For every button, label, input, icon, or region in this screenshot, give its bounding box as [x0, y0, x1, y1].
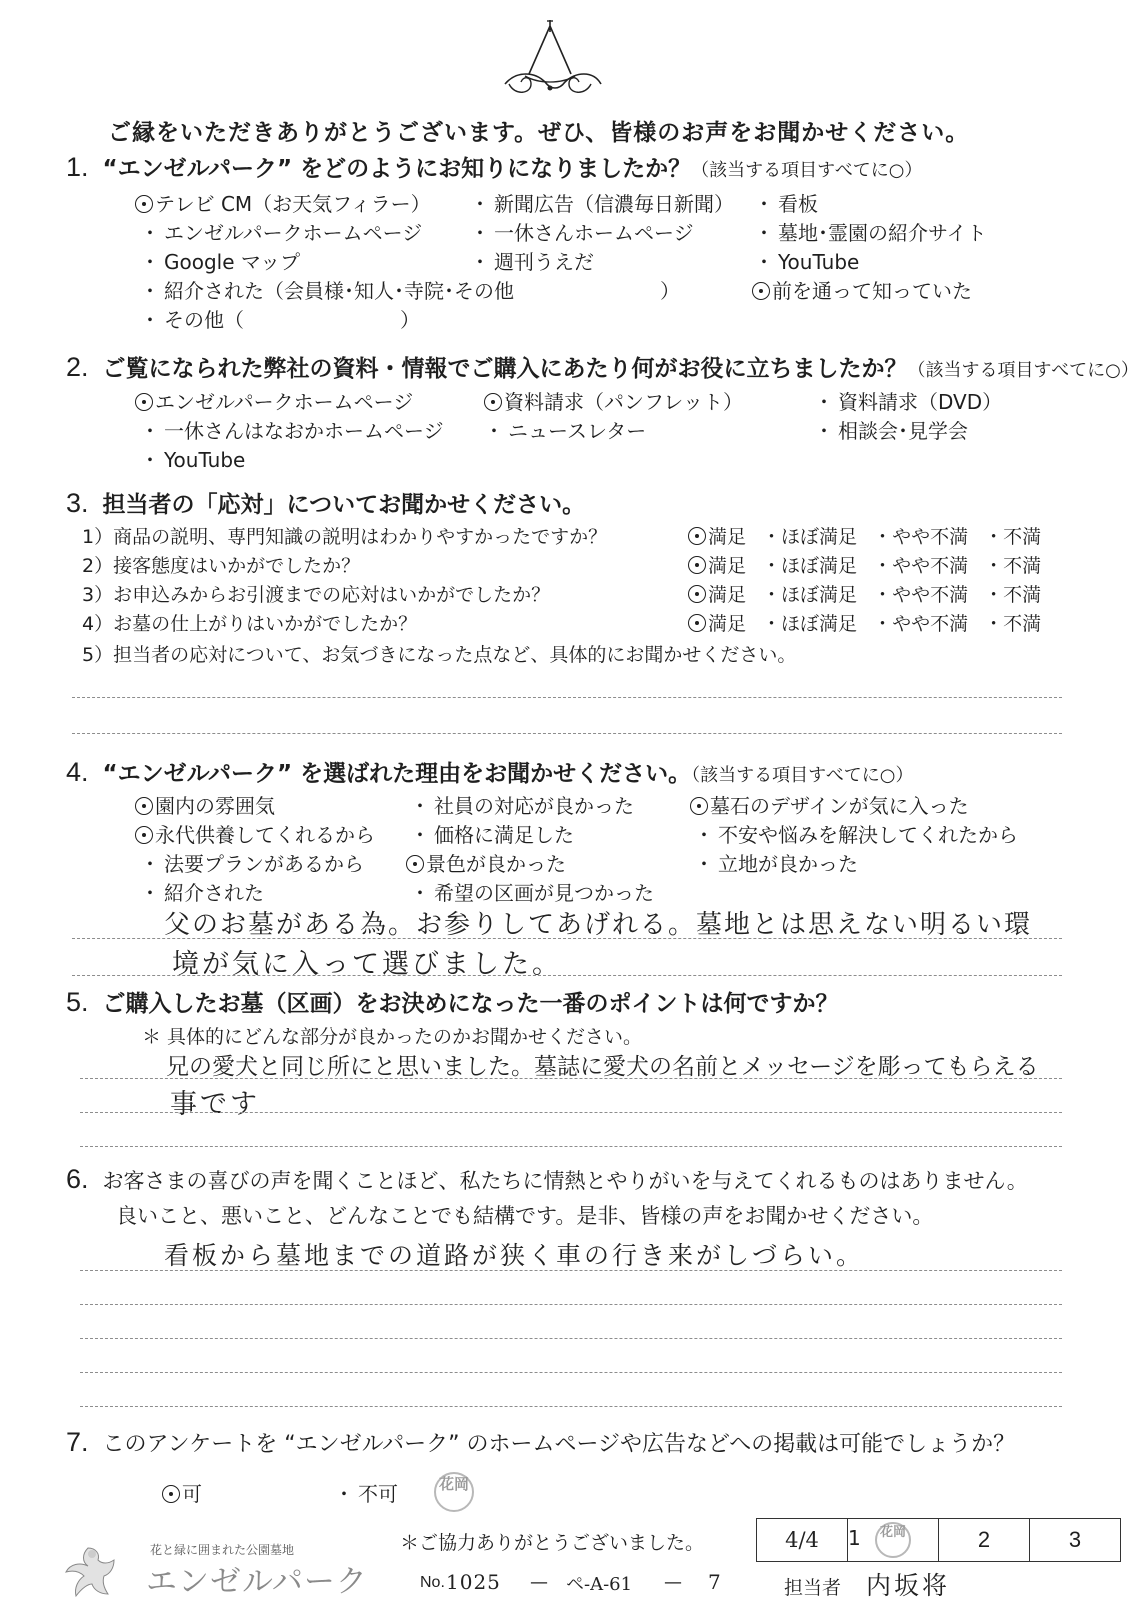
answer-line	[80, 1146, 1062, 1147]
answer-line	[72, 975, 1062, 976]
box-cell-2: 2	[938, 1519, 1029, 1561]
q3-rating-1[interactable]: 満足 ・ほぼ満足 ・やや不満 ・不満	[688, 522, 1041, 549]
q4-option-plot-found[interactable]: ・ 希望の区画が見つかった	[410, 881, 654, 905]
tally-box	[756, 1518, 1121, 1562]
answer-line	[80, 1406, 1062, 1407]
checked-circle-icon	[752, 282, 770, 300]
checked-circle-icon	[135, 393, 153, 411]
q1-option-homepage[interactable]: ・ エンゼルパークホームページ	[140, 221, 423, 245]
q2-option-dvd[interactable]: ・ 資料請求（DVD）	[814, 390, 1003, 414]
answer-line	[80, 1304, 1062, 1305]
q1-option-newspaper[interactable]: ・ 新聞広告（信濃毎日新聞）	[470, 192, 734, 216]
q4-option-referred[interactable]: ・ 紹介された	[140, 881, 264, 905]
q1-number: 1.	[66, 152, 89, 182]
answer-line	[80, 1078, 1062, 1079]
q1-option-other[interactable]: ・ その他（	[140, 308, 244, 332]
answer-line	[80, 1270, 1062, 1271]
q4-option-scenery[interactable]: 景色が良かった	[406, 848, 566, 877]
thanks-text: ＊ご協力ありがとうございました。	[400, 1532, 705, 1554]
q7-number: 7.	[66, 1427, 89, 1457]
q5-handwritten-line-2: 事です	[170, 1089, 260, 1120]
logo-text: エンゼルパーク	[146, 1564, 368, 1599]
q4-option-design[interactable]: 墓石のデザインが気に入った	[690, 790, 969, 819]
q5-subprompt: ＊ 具体的にどんな部分が良かったのかお聞かせください。	[142, 1026, 643, 1048]
plot-code: ペ-A-61	[566, 1574, 633, 1595]
q7-option-no[interactable]: ・ 不可	[334, 1482, 398, 1506]
number-value: 1025	[446, 1570, 501, 1594]
q4-note: （該当する項目すべてに○）	[691, 765, 914, 786]
q1-option-referral-close: ）	[660, 279, 680, 303]
answer-line	[80, 1372, 1062, 1373]
q4-handwritten-line-2: 境が気に入って選びました。	[172, 949, 562, 980]
answer-line	[72, 697, 1062, 698]
q3-number: 3.	[66, 488, 89, 518]
q4-option-price[interactable]: ・ 価格に満足した	[410, 823, 574, 847]
checked-circle-icon	[406, 855, 424, 873]
q1-note: （該当する項目すべてに○）	[691, 160, 923, 181]
q4-option-location[interactable]: ・ 立地が良かった	[694, 852, 858, 876]
q2-option-homepage[interactable]: エンゼルパークホームページ	[135, 386, 413, 415]
q2-option-consultation[interactable]: ・ 相談会･見学会	[814, 419, 968, 443]
box-cell-1-label: 1	[848, 1526, 861, 1550]
q6-line-1: お客さまの喜びの声を聞くことほど、私たちに情熱とやりがいを与えてくれるものはありません。	[102, 1169, 1028, 1193]
q1-option-tvcm[interactable]: テレビ CM（お天気フィラー）	[135, 188, 431, 217]
q3-item-2: 2）接客態度はいかがでしたか？	[82, 555, 361, 577]
answer-line	[72, 733, 1062, 734]
dash-1: —	[530, 1572, 548, 1593]
q3-rating-4[interactable]: 満足 ・ほぼ満足 ・やや不満 ・不満	[688, 609, 1041, 636]
q1-option-youtube[interactable]: ・ YouTube	[754, 250, 860, 274]
logo-tagline: 花と緑に囲まれた公園墓地	[150, 1543, 295, 1557]
q2-option-ikkyu-hanaoka[interactable]: ・ 一休さんはなおかホームページ	[140, 419, 444, 443]
hanaoka-stamp: 花岡	[875, 1522, 911, 1558]
q1-option-weekly-ueda[interactable]: ・ 週刊うえだ	[470, 250, 594, 274]
q2-note: （該当する項目すべてに○）	[907, 360, 1139, 381]
q4-handwritten-line-1: 父のお墓がある為。お参りしてあげれる。墓地とは思えない明るい環	[164, 910, 1033, 940]
q3-item-3: 3）お申込みからお引渡までの応対はいかがでしたか？	[82, 584, 551, 606]
q7-title: このアンケートを “エンゼルパーク” のホームページや広告などへの掲載は可能でしょうか？	[102, 1432, 1016, 1457]
plot-number: 7	[708, 1570, 724, 1594]
date-cell: 4/4	[785, 1528, 819, 1552]
q3-item-4: 4）お墓の仕上がりはいかがでしたか？	[82, 613, 418, 635]
q1-option-googlemap[interactable]: ・ Google マップ	[140, 250, 301, 274]
q1-option-ikkyu[interactable]: ・ 一休さんホームページ	[470, 221, 694, 245]
q4-option-worries[interactable]: ・ 不安や悩みを解決してくれたから	[694, 823, 1018, 847]
q3-rating-2[interactable]: 満足 ・ほぼ満足 ・やや不満 ・不満	[688, 551, 1041, 578]
checked-circle-icon	[135, 826, 153, 844]
q5-heading	[66, 985, 839, 1018]
q3-item-1: 1）商品の説明、専門知識の説明はわかりやすかったですか？	[82, 526, 608, 548]
intro-text: ご縁をいただきありがとうございます。ぜひ、皆様のお声をお聞かせください。	[108, 120, 970, 146]
box-cell-3: 3	[1029, 1519, 1120, 1561]
q6-number: 6.	[66, 1164, 89, 1194]
dash-2: —	[664, 1572, 682, 1593]
q2-heading	[66, 350, 1139, 383]
checked-circle-icon	[688, 527, 706, 545]
q6-handwritten: 看板から墓地までの道路が狭く車の行き来がしづらい。	[164, 1241, 865, 1270]
q3-item-5: 5）担当者の応対について、お気づきになった点など、具体的にお聞かせください。	[82, 644, 797, 666]
q4-title: “エンゼルパーク” を選ばれた理由をお聞かせください。	[102, 761, 692, 787]
q6-heading	[66, 1164, 1028, 1195]
checked-circle-icon	[690, 797, 708, 815]
ornament-icon	[495, 18, 605, 98]
q4-option-perpetual[interactable]: 永代供養してくれるから	[135, 819, 375, 848]
checked-circle-icon	[484, 393, 502, 411]
q1-title: “エンゼルパーク” をどのようにお知りになりましたか？	[102, 156, 692, 182]
q1-option-referral[interactable]: ・ 紹介された（会員様･知人･寺院･その他	[140, 279, 514, 303]
checked-circle-icon	[135, 195, 153, 213]
q5-number: 5.	[66, 987, 89, 1017]
q4-number: 4.	[66, 757, 89, 787]
checked-circle-icon	[162, 1485, 180, 1503]
answer-line	[80, 1112, 1062, 1113]
q7-option-yes[interactable]: 可	[162, 1478, 202, 1507]
number-label: No.	[420, 1574, 445, 1591]
q4-option-atmosphere[interactable]: 園内の雰囲気	[135, 790, 275, 819]
answer-line	[72, 938, 1062, 939]
q1-heading	[66, 150, 923, 183]
q2-option-newsletter[interactable]: ・ ニュースレター	[484, 419, 647, 443]
checked-circle-icon	[135, 797, 153, 815]
q1-option-signboard[interactable]: ・ 看板	[754, 192, 818, 216]
staff-name: 内坂将	[866, 1571, 951, 1600]
q5-handwritten-line-1: 兄の愛犬と同じ所にと思いました。墓誌に愛犬の名前とメッセージを彫ってもらえる	[166, 1054, 1039, 1080]
checked-circle-icon	[688, 614, 706, 632]
q3-heading	[66, 486, 585, 519]
checked-circle-icon	[688, 556, 706, 574]
q3-title: 担当者の「応対」についてお聞かせください。	[102, 492, 586, 518]
q4-heading	[66, 755, 914, 788]
hanaoka-seal: 花岡	[434, 1472, 474, 1512]
checked-circle-icon	[688, 585, 706, 603]
q1-option-other-close: ）	[400, 308, 420, 332]
q5-title: ご購入したお墓（区画）をお決めになった一番のポイントは何ですか？	[102, 991, 839, 1017]
q3-rating-3[interactable]: 満足 ・ほぼ満足 ・やや不満 ・不満	[688, 580, 1041, 607]
q7-heading	[66, 1427, 1015, 1458]
q1-option-intro-site[interactable]: ・ 墓地･霊園の紹介サイト	[754, 221, 987, 245]
angel-logo-icon	[58, 1540, 120, 1600]
q2-title: ご覧になられた弊社の資料・情報でご購入にあたり何がお役に立ちましたか？	[102, 356, 908, 382]
q2-number: 2.	[66, 352, 89, 382]
q6-line-2: 良いこと、悪いこと、どんなことでも結構です。是非、皆様の声をお聞かせください。	[116, 1204, 934, 1228]
q4-option-staff[interactable]: ・ 社員の対応が良かった	[410, 794, 634, 818]
q2-option-youtube[interactable]: ・ YouTube	[140, 448, 246, 472]
answer-line	[80, 1338, 1062, 1339]
staff-label: 担当者	[784, 1577, 842, 1599]
q1-option-passed-by[interactable]: 前を通って知っていた	[752, 275, 972, 304]
q4-option-memorial-plan[interactable]: ・ 法要プランがあるから	[140, 852, 364, 876]
q2-option-pamphlet[interactable]: 資料請求（パンフレット）	[484, 386, 743, 415]
